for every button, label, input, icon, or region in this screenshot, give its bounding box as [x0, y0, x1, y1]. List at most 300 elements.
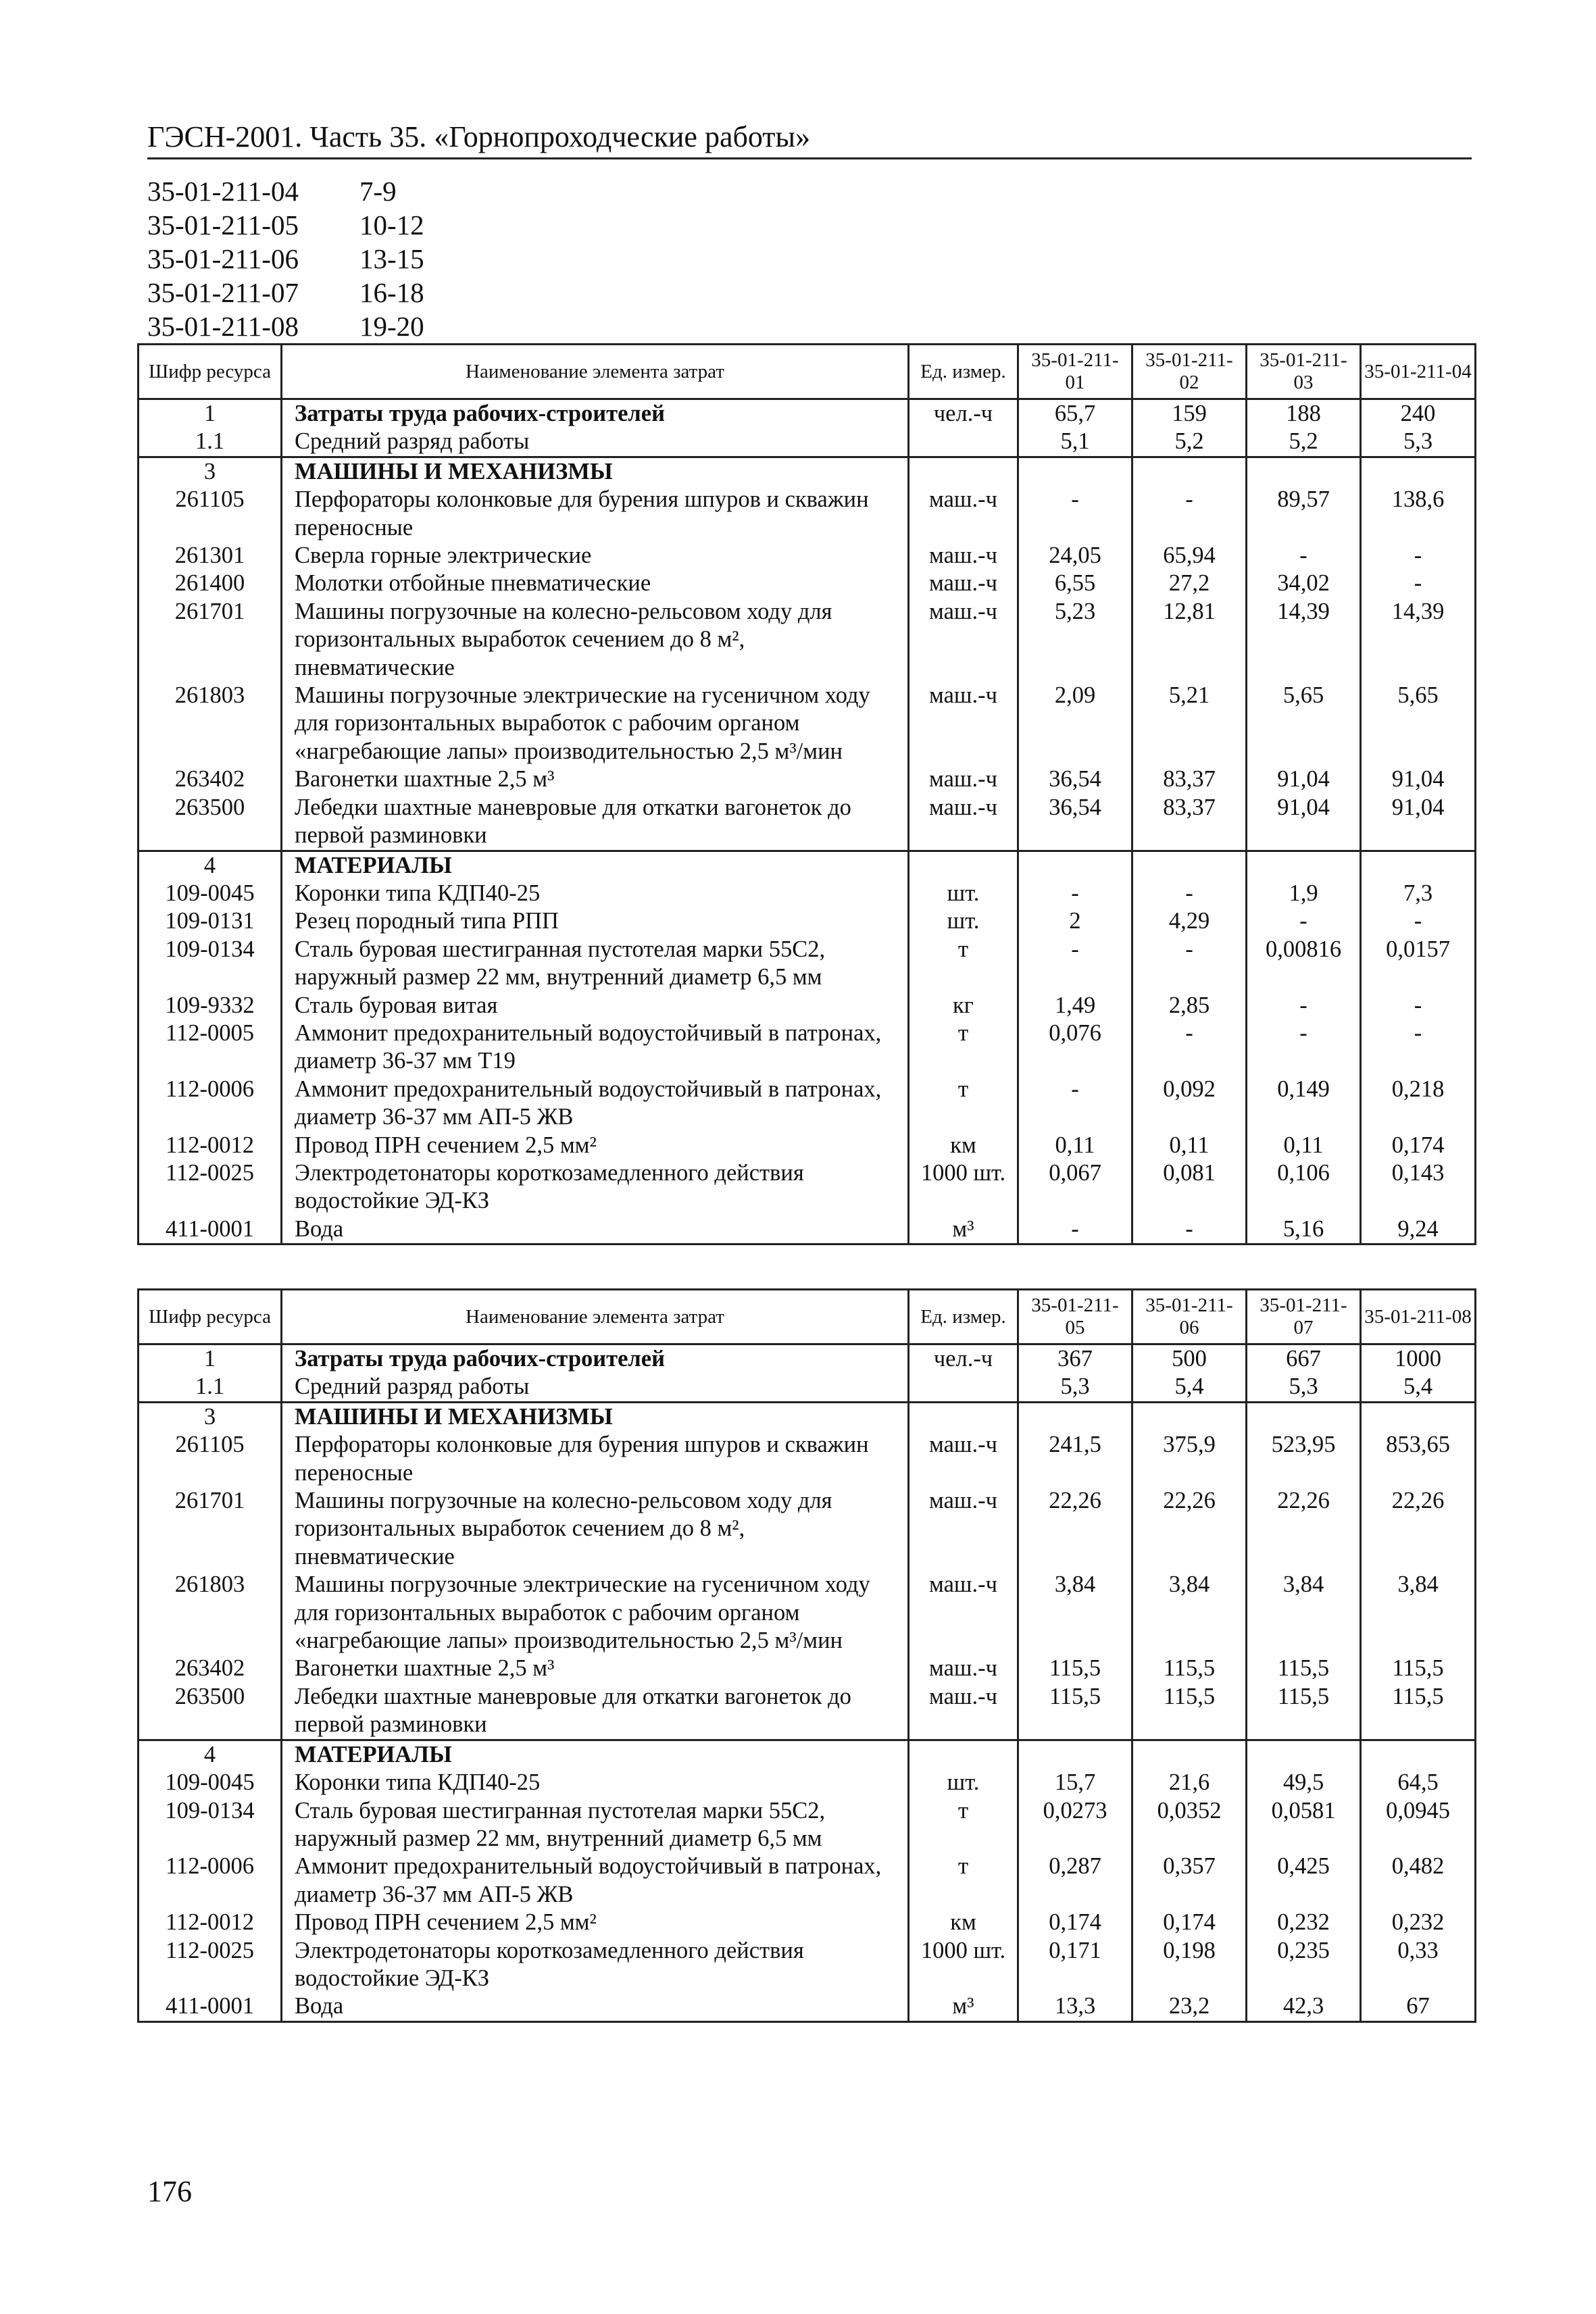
norm-value-cell: 0,0157 — [1361, 936, 1476, 992]
table-row — [139, 1402, 1476, 1431]
cost-element-name-cell: Перфораторы колонковые для бурения шпуров и скважин переносные — [282, 1431, 909, 1487]
norm-value-cell: - — [1018, 880, 1132, 907]
norm-value-cell: 0,425 — [1247, 1853, 1361, 1909]
cost-element-name-cell: Коронки типа КДП40-25 — [282, 880, 909, 907]
cost-element-name-cell: Средний разряд работы — [282, 1373, 909, 1402]
norm-value-cell — [1018, 1740, 1132, 1769]
norm-value-cell — [1247, 851, 1361, 880]
table-body — [139, 1344, 1476, 2022]
norm-value-cell — [1361, 1402, 1476, 1431]
unit-cell: т — [909, 936, 1018, 992]
norm-value-cell: 36,54 — [1018, 794, 1132, 851]
table-row — [139, 682, 1476, 765]
norm-value-cell: 5,3 — [1361, 428, 1476, 457]
norm-value-cell: - — [1247, 992, 1361, 1020]
unit-cell: маш.-ч — [909, 570, 1018, 597]
norm-value-cell: 3,84 — [1132, 1571, 1247, 1655]
norm-value-cell: - — [1018, 936, 1132, 992]
cost-element-name-cell: МАТЕРИАЛЫ — [282, 851, 909, 880]
norm-value-cell: 0,0581 — [1247, 1797, 1361, 1853]
norm-value-cell: 500 — [1132, 1344, 1247, 1374]
norm-value-cell: 24,05 — [1018, 542, 1132, 570]
norm-value-cell: 0,218 — [1361, 1076, 1476, 1132]
norm-value-cell: 523,95 — [1247, 1431, 1361, 1487]
resource-code-cell: 261701 — [139, 1487, 282, 1571]
table-header-row — [139, 1290, 1476, 1344]
table-row — [139, 880, 1476, 907]
header-norm-col-1: 35-01-211-05 — [1018, 1290, 1132, 1344]
resource-code-cell: 3 — [139, 1402, 282, 1431]
norm-value-cell: 14,39 — [1247, 598, 1361, 682]
resource-code-cell: 109-0134 — [139, 1797, 282, 1853]
norm-value-cell: 2,09 — [1018, 682, 1132, 765]
table-row — [139, 1769, 1476, 1796]
page-range: 7-9 — [359, 176, 397, 207]
cost-element-name-cell: Машины погрузочные электрические на гусеничном ходу для горизонтальных выработок с рабочим органом «нагребающие лапы» производительностью 2,5 м³/мин — [282, 682, 909, 765]
norm-value-cell: 89,57 — [1247, 486, 1361, 542]
resource-code-cell: 263500 — [139, 794, 282, 851]
unit-cell: шт. — [909, 1769, 1018, 1796]
unit-cell: км — [909, 1909, 1018, 1936]
cost-element-name-cell: Затраты труда рабочих-строителей — [282, 1344, 909, 1374]
table-row — [139, 1344, 1476, 1374]
table-row — [139, 1937, 1476, 1993]
resource-code-cell: 109-0045 — [139, 1769, 282, 1796]
norm-value-cell — [1132, 851, 1247, 880]
resource-code-cell: 261701 — [139, 598, 282, 682]
page-number: 176 — [147, 2175, 192, 2208]
table-row — [139, 457, 1476, 486]
header-cost-element-name: Наименование элемента затрат — [282, 345, 909, 399]
resource-code-cell: 109-0131 — [139, 907, 282, 935]
unit-cell: 1000 шт. — [909, 1159, 1018, 1215]
estimate-code: 35-01-211-08 — [147, 311, 299, 342]
norm-value-cell: 0,149 — [1247, 1076, 1361, 1132]
norm-value-cell: 5,65 — [1247, 682, 1361, 765]
table-row — [139, 1909, 1476, 1936]
header-norm-col-4: 35-01-211-04 — [1361, 345, 1476, 399]
norm-value-cell: 115,5 — [1018, 1655, 1132, 1682]
norm-value-cell: 0,357 — [1132, 1853, 1247, 1909]
table-row — [139, 598, 1476, 682]
header-norm-col-2: 35-01-211-02 — [1132, 345, 1247, 399]
cost-element-name-cell: Затраты труда рабочих-строителей — [282, 399, 909, 428]
resource-code-cell: 411-0001 — [139, 1992, 282, 2021]
cost-element-name-cell: Провод ПРН сечением 2,5 мм² — [282, 1909, 909, 1936]
norm-value-cell: - — [1018, 486, 1132, 542]
table-row — [139, 1076, 1476, 1132]
estimate-code: 35-01-211-06 — [147, 243, 299, 274]
norm-value-cell: - — [1361, 1020, 1476, 1076]
norm-value-cell: 0,287 — [1018, 1853, 1132, 1909]
table-row — [139, 1132, 1476, 1159]
cost-element-name-cell: Вода — [282, 1215, 909, 1244]
norm-value-cell: 1,49 — [1018, 992, 1132, 1020]
cost-element-name-cell: Провод ПРН сечением 2,5 мм² — [282, 1132, 909, 1159]
norm-value-cell: 0,235 — [1247, 1937, 1361, 1993]
norm-value-cell: - — [1361, 992, 1476, 1020]
header-norm-col-3: 35-01-211-07 — [1247, 1290, 1361, 1344]
norm-value-cell — [1247, 1402, 1361, 1431]
norm-value-cell: 115,5 — [1132, 1683, 1247, 1740]
norm-value-cell: 138,6 — [1361, 486, 1476, 542]
header-norm-col-2: 35-01-211-06 — [1132, 1290, 1247, 1344]
resource-code-cell: 261301 — [139, 542, 282, 570]
norm-value-cell: 7,3 — [1361, 880, 1476, 907]
code-range-list — [147, 174, 424, 343]
norm-value-cell: 5,23 — [1018, 598, 1132, 682]
norm-value-cell: - — [1247, 1020, 1361, 1076]
resource-table-1 — [137, 343, 1476, 1245]
table-row — [139, 570, 1476, 597]
norm-value-cell: 65,94 — [1132, 542, 1247, 570]
resource-code-cell: 1.1 — [139, 428, 282, 457]
norm-value-cell: 0,143 — [1361, 1159, 1476, 1215]
unit-cell: маш.-ч — [909, 1655, 1018, 1682]
norm-value-cell: - — [1361, 570, 1476, 597]
header-resource-code: Шифр ресурса — [139, 1290, 282, 1344]
norm-value-cell: - — [1132, 1020, 1247, 1076]
table-row — [139, 1797, 1476, 1853]
norm-value-cell: - — [1247, 542, 1361, 570]
norm-value-cell: 12,81 — [1132, 598, 1247, 682]
table-row — [139, 936, 1476, 992]
resource-code-cell: 109-0134 — [139, 936, 282, 992]
norm-value-cell: 0,232 — [1361, 1909, 1476, 1936]
table-row — [139, 1655, 1476, 1682]
norm-value-cell: - — [1361, 907, 1476, 935]
resource-code-cell: 261400 — [139, 570, 282, 597]
table-row — [139, 1992, 1476, 2021]
unit-cell: маш.-ч — [909, 1571, 1018, 1655]
unit-cell: шт. — [909, 880, 1018, 907]
resource-code-cell: 263500 — [139, 1683, 282, 1740]
norm-value-cell — [1018, 1402, 1132, 1431]
unit-cell: т — [909, 1076, 1018, 1132]
unit-cell: т — [909, 1853, 1018, 1909]
unit-cell: маш.-ч — [909, 1683, 1018, 1740]
table-row — [139, 486, 1476, 542]
cost-element-name-cell: Аммонит предохранительный водоустойчивый в патронах, диаметр 36-37 мм Т19 — [282, 1020, 909, 1076]
cost-element-name-cell: Перфораторы колонковые для бурения шпуров и скважин переносные — [282, 486, 909, 542]
norm-value-cell: 0,174 — [1132, 1909, 1247, 1936]
unit-cell: шт. — [909, 907, 1018, 935]
resource-code-cell: 112-0005 — [139, 1020, 282, 1076]
norm-value-cell: 667 — [1247, 1344, 1361, 1374]
resource-code-cell: 261105 — [139, 1431, 282, 1487]
unit-cell: маш.-ч — [909, 765, 1018, 793]
page-header — [147, 118, 1472, 159]
table-row — [139, 1020, 1476, 1076]
norm-value-cell: - — [1132, 936, 1247, 992]
cost-element-name-cell: Машины погрузочные электрические на гусеничном ходу для горизонтальных выработок с рабочим органом «нагребающие лапы» производительностью 2,5 м³/мин — [282, 1571, 909, 1655]
header-norm-col-4: 35-01-211-08 — [1361, 1290, 1476, 1344]
cost-element-name-cell: Сверла горные электрические — [282, 542, 909, 570]
cost-element-name-cell: Сталь буровая шестигранная пустотелая марки 55С2, наружный размер 22 мм, внутренний диаметр 6,5 мм — [282, 936, 909, 992]
norm-value-cell: 5,65 — [1361, 682, 1476, 765]
norm-value-cell: 115,5 — [1132, 1655, 1247, 1682]
norm-value-cell: - — [1018, 1076, 1132, 1132]
unit-cell: 1000 шт. — [909, 1937, 1018, 1993]
norm-value-cell: 1,9 — [1247, 880, 1361, 907]
header-norm-col-3: 35-01-211-03 — [1247, 345, 1361, 399]
norm-value-cell: 0,067 — [1018, 1159, 1132, 1215]
cost-element-name-cell: Молотки отбойные пневматические — [282, 570, 909, 597]
norm-value-cell: 0,0273 — [1018, 1797, 1132, 1853]
table-row — [139, 1373, 1476, 1402]
unit-cell — [909, 428, 1018, 457]
table-row — [139, 794, 1476, 851]
code-range-item — [147, 208, 424, 242]
norm-value-cell: 91,04 — [1361, 765, 1476, 793]
resource-code-cell: 263402 — [139, 1655, 282, 1682]
unit-cell — [909, 1402, 1018, 1431]
unit-cell — [909, 851, 1018, 880]
norm-value-cell: 6,55 — [1018, 570, 1132, 597]
norm-value-cell: - — [1132, 1215, 1247, 1244]
unit-cell — [909, 1740, 1018, 1769]
norm-value-cell: 5,2 — [1247, 428, 1361, 457]
unit-cell: маш.-ч — [909, 1487, 1018, 1571]
table-header-row — [139, 345, 1476, 399]
code-range-item — [147, 309, 424, 343]
norm-value-cell: 115,5 — [1361, 1683, 1476, 1740]
table-row — [139, 1487, 1476, 1571]
estimate-code: 35-01-211-05 — [147, 209, 299, 241]
norm-value-cell — [1247, 1740, 1361, 1769]
unit-cell: маш.-ч — [909, 1431, 1018, 1487]
unit-cell: кг — [909, 992, 1018, 1020]
cost-element-name-cell: Сталь буровая шестигранная пустотелая марки 55С2, наружный размер 22 мм, внутренний диаметр 6,5 мм — [282, 1797, 909, 1853]
header-unit: Ед. измер. — [909, 1290, 1018, 1344]
resource-code-cell: 261803 — [139, 682, 282, 765]
norm-value-cell: 2,85 — [1132, 992, 1247, 1020]
norm-value-cell: 3,84 — [1361, 1571, 1476, 1655]
unit-cell: м³ — [909, 1992, 1018, 2021]
norm-value-cell: - — [1361, 542, 1476, 570]
norm-value-cell: 14,39 — [1361, 598, 1476, 682]
resource-code-cell: 112-0025 — [139, 1937, 282, 1993]
estimate-code: 35-01-211-07 — [147, 277, 299, 308]
norm-value-cell: 22,26 — [1247, 1487, 1361, 1571]
norm-value-cell: 0,11 — [1247, 1132, 1361, 1159]
table-row — [139, 428, 1476, 457]
norm-value-cell: 0,106 — [1247, 1159, 1361, 1215]
norm-value-cell — [1361, 1740, 1476, 1769]
norm-value-cell: 36,54 — [1018, 765, 1132, 793]
resource-code-cell: 263402 — [139, 765, 282, 793]
norm-value-cell: 0,0945 — [1361, 1797, 1476, 1853]
resource-code-cell: 4 — [139, 851, 282, 880]
norm-value-cell: 22,26 — [1361, 1487, 1476, 1571]
header-unit: Ед. измер. — [909, 345, 1018, 399]
table-row — [139, 1853, 1476, 1909]
norm-value-cell: 21,6 — [1132, 1769, 1247, 1796]
norm-value-cell: 22,26 — [1018, 1487, 1132, 1571]
norm-value-cell: 49,5 — [1247, 1769, 1361, 1796]
resource-code-cell: 3 — [139, 457, 282, 486]
norm-value-cell: 0,076 — [1018, 1020, 1132, 1076]
cost-element-name-cell: Машины погрузочные на колесно-рельсовом ходу для горизонтальных выработок сечением до 8 м², пневматические — [282, 1487, 909, 1571]
norm-value-cell: 2 — [1018, 907, 1132, 935]
norm-value-cell: 91,04 — [1247, 765, 1361, 793]
norm-value-cell: 67 — [1361, 1992, 1476, 2021]
unit-cell: маш.-ч — [909, 682, 1018, 765]
norm-value-cell — [1247, 457, 1361, 486]
norm-value-cell: 5,3 — [1018, 1373, 1132, 1402]
norm-value-cell: 5,2 — [1132, 428, 1247, 457]
header-resource-code: Шифр ресурса — [139, 345, 282, 399]
cost-element-name-cell: Лебедки шахтные маневровые для откатки вагонеток до первой разминовки — [282, 794, 909, 851]
norm-value-cell: 0,00816 — [1247, 936, 1361, 992]
norm-value-cell: 22,26 — [1132, 1487, 1247, 1571]
code-range-item — [147, 174, 424, 208]
norm-value-cell: 241,5 — [1018, 1431, 1132, 1487]
norm-value-cell: 0,198 — [1132, 1937, 1247, 1993]
norm-value-cell: - — [1018, 1215, 1132, 1244]
norm-value-cell: 83,37 — [1132, 765, 1247, 793]
norm-value-cell: 65,7 — [1018, 399, 1132, 428]
norm-value-cell: 375,9 — [1132, 1431, 1247, 1487]
norm-value-cell: - — [1132, 486, 1247, 542]
norm-value-cell: - — [1132, 880, 1247, 907]
unit-cell: маш.-ч — [909, 542, 1018, 570]
resource-code-cell: 261803 — [139, 1571, 282, 1655]
resource-code-cell: 112-0025 — [139, 1159, 282, 1215]
norm-value-cell: 367 — [1018, 1344, 1132, 1374]
norm-value-cell: 0,482 — [1361, 1853, 1476, 1909]
norm-value-cell: 5,1 — [1018, 428, 1132, 457]
cost-element-name-cell: Лебедки шахтные маневровые для откатки вагонеток до первой разминовки — [282, 1683, 909, 1740]
page-range: 16-18 — [359, 277, 424, 308]
norm-value-cell: 3,84 — [1018, 1571, 1132, 1655]
table-row — [139, 992, 1476, 1020]
resource-code-cell: 109-0045 — [139, 880, 282, 907]
norm-value-cell: 0,11 — [1132, 1132, 1247, 1159]
header-norm-col-1: 35-01-211-01 — [1018, 345, 1132, 399]
norm-value-cell: 188 — [1247, 399, 1361, 428]
unit-cell: т — [909, 1020, 1018, 1076]
norm-value-cell: 4,29 — [1132, 907, 1247, 935]
unit-cell — [909, 457, 1018, 486]
table-row — [139, 1431, 1476, 1487]
cost-element-name-cell: Коронки типа КДП40-25 — [282, 1769, 909, 1796]
cost-element-name-cell: МАШИНЫ И МЕХАНИЗМЫ — [282, 457, 909, 486]
resource-code-cell: 4 — [139, 1740, 282, 1769]
norm-value-cell: 91,04 — [1247, 794, 1361, 851]
unit-cell: маш.-ч — [909, 794, 1018, 851]
table-row — [139, 765, 1476, 793]
table-body — [139, 399, 1476, 1244]
resource-code-cell: 112-0006 — [139, 1076, 282, 1132]
code-range-item — [147, 242, 424, 276]
cost-element-name-cell: Средний разряд работы — [282, 428, 909, 457]
resource-code-cell: 1.1 — [139, 1373, 282, 1402]
norm-value-cell — [1361, 851, 1476, 880]
cost-element-name-cell: Вагонетки шахтные 2,5 м³ — [282, 1655, 909, 1682]
norm-value-cell: 115,5 — [1361, 1655, 1476, 1682]
header-cost-element-name: Наименование элемента затрат — [282, 1290, 909, 1344]
norm-value-cell: 91,04 — [1361, 794, 1476, 851]
cost-element-name-cell: Электродетонаторы короткозамедленного действия водостойкие ЭД-КЗ — [282, 1159, 909, 1215]
cost-element-name-cell: Аммонит предохранительный водоустойчивый в патронах, диаметр 36-37 мм АП-5 ЖВ — [282, 1853, 909, 1909]
norm-value-cell: 853,65 — [1361, 1431, 1476, 1487]
norm-value-cell: 15,7 — [1018, 1769, 1132, 1796]
cost-element-name-cell: Электродетонаторы короткозамедленного действия водостойкие ЭД-КЗ — [282, 1937, 909, 1993]
document-title: ГЭСН-2001. Часть 35. «Горнопроходческие работы» — [147, 120, 811, 153]
unit-cell: маш.-ч — [909, 486, 1018, 542]
table-row — [139, 1683, 1476, 1740]
estimate-code: 35-01-211-04 — [147, 176, 299, 207]
norm-value-cell: 9,24 — [1361, 1215, 1476, 1244]
cost-element-name-cell: МАШИНЫ И МЕХАНИЗМЫ — [282, 1402, 909, 1431]
norm-value-cell: 42,3 — [1247, 1992, 1361, 2021]
unit-cell: км — [909, 1132, 1018, 1159]
cost-element-name-cell: Сталь буровая витая — [282, 992, 909, 1020]
unit-cell: чел.-ч — [909, 399, 1018, 428]
norm-value-cell: 3,84 — [1247, 1571, 1361, 1655]
norm-value-cell: 0,11 — [1018, 1132, 1132, 1159]
norm-value-cell — [1361, 457, 1476, 486]
norm-value-cell: 5,4 — [1132, 1373, 1247, 1402]
norm-value-cell: - — [1247, 907, 1361, 935]
resource-table-2 — [137, 1288, 1476, 2023]
page-range: 13-15 — [359, 243, 424, 274]
cost-element-name-cell: Машины погрузочные на колесно-рельсовом ходу для горизонтальных выработок сечением до 8 м², пневматические — [282, 598, 909, 682]
norm-value-cell: 115,5 — [1247, 1683, 1361, 1740]
table-row — [139, 399, 1476, 428]
page-range: 10-12 — [359, 209, 424, 241]
norm-value-cell: 0,081 — [1132, 1159, 1247, 1215]
unit-cell: маш.-ч — [909, 598, 1018, 682]
norm-value-cell — [1132, 1740, 1247, 1769]
norm-value-cell: 34,02 — [1247, 570, 1361, 597]
norm-value-cell: 23,2 — [1132, 1992, 1247, 2021]
norm-value-cell: 13,3 — [1018, 1992, 1132, 2021]
resource-code-cell: 112-0006 — [139, 1853, 282, 1909]
cost-element-name-cell: МАТЕРИАЛЫ — [282, 1740, 909, 1769]
norm-value-cell: 5,16 — [1247, 1215, 1361, 1244]
resource-code-cell: 411-0001 — [139, 1215, 282, 1244]
cost-element-name-cell: Вода — [282, 1992, 909, 2021]
resource-code-cell: 1 — [139, 399, 282, 428]
unit-cell: чел.-ч — [909, 1344, 1018, 1374]
unit-cell: т — [909, 1797, 1018, 1853]
table-row — [139, 542, 1476, 570]
norm-value-cell: 5,21 — [1132, 682, 1247, 765]
norm-value-cell — [1018, 457, 1132, 486]
resource-code-cell: 1 — [139, 1344, 282, 1374]
norm-value-cell: 0,092 — [1132, 1076, 1247, 1132]
resource-code-cell: 112-0012 — [139, 1132, 282, 1159]
norm-value-cell: 1000 — [1361, 1344, 1476, 1374]
norm-value-cell: 0,33 — [1361, 1937, 1476, 1993]
norm-value-cell: 159 — [1132, 399, 1247, 428]
page-range: 19-20 — [359, 311, 424, 342]
norm-value-cell: 115,5 — [1018, 1683, 1132, 1740]
norm-value-cell: 27,2 — [1132, 570, 1247, 597]
norm-value-cell — [1132, 457, 1247, 486]
cost-element-name-cell: Аммонит предохранительный водоустойчивый в патронах, диаметр 36-37 мм АП-5 ЖВ — [282, 1076, 909, 1132]
cost-element-name-cell: Вагонетки шахтные 2,5 м³ — [282, 765, 909, 793]
table-row — [139, 1215, 1476, 1244]
unit-cell: м³ — [909, 1215, 1018, 1244]
norm-value-cell: 5,4 — [1361, 1373, 1476, 1402]
table-row — [139, 851, 1476, 880]
resource-code-cell: 112-0012 — [139, 1909, 282, 1936]
norm-value-cell: 0,232 — [1247, 1909, 1361, 1936]
norm-value-cell: 0,0352 — [1132, 1797, 1247, 1853]
